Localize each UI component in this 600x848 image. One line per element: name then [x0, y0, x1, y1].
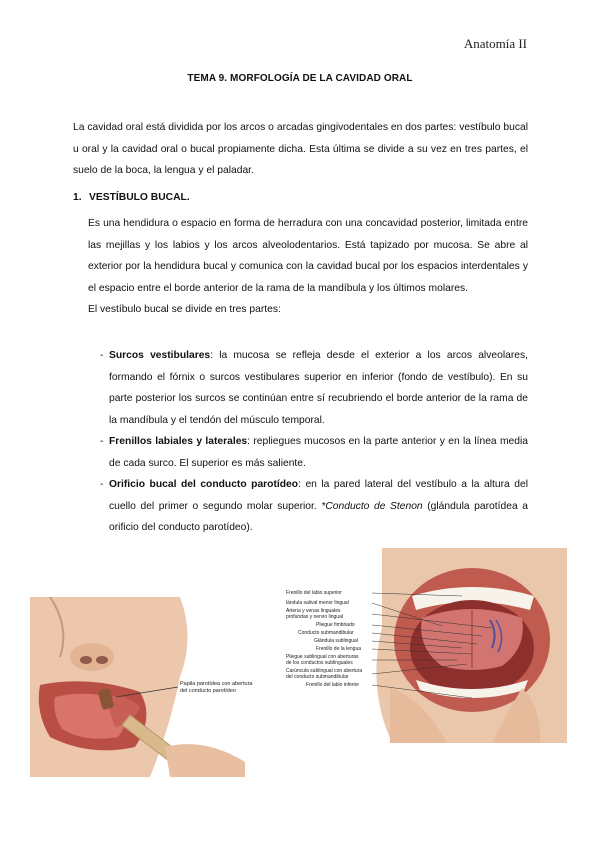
list-item-term: Orificio bucal del conducto parotídeo	[109, 479, 299, 490]
figure-right-label: Frenillo de la lengua	[316, 646, 362, 652]
figure-right-label: Glándula sublingual	[314, 638, 358, 644]
list-item-text: : en la pared lateral del vestíbulo a la altura del cuello del primer o segundo molar superior.	[109, 479, 529, 512]
list-item: - Frenillos labiales y laterales: repliegues mucosos en la parte anterior y en la línea media de cada surco. El superior es más saliente.	[100, 436, 529, 469]
figure-left-illustration	[30, 597, 290, 777]
course-header: Anatomía II	[463, 36, 527, 51]
list-item: - Surcos vestibulares: la mucosa se refleja desde el exterior a los arcos alveolares, formando el fórnix o surcos vestibulares superior en inferior (fondo de vestíbulo). En su parte posterior los surcos se continúan entre sí recubriendo el borde anterior de la rama de la mandíbula y el tendón del músculo temporal.	[100, 350, 528, 426]
section-title: VESTÍBULO BUCAL.	[89, 192, 190, 203]
page-title: TEMA 9. MORFOLOGÍA DE LA CAVIDAD ORAL	[187, 73, 413, 84]
figure-right-label: Pliegue sublingual con aberturas	[286, 654, 359, 660]
figure-right-label: lándula salival menor lingual	[286, 600, 349, 606]
list-item-text: : repliegues mucosos en la parte anterior y en la línea media de cada surco. El superior es más saliente.	[109, 436, 529, 469]
section-body	[88, 213, 528, 321]
section-number: 1.	[73, 192, 82, 203]
list-item: - Orificio bucal del conducto parotídeo: en la pared lateral del vestíbulo a la altura del cuello del primer o segundo molar superior. *Conducto de Stenon (glándula parotídea a orificio del conducto parotídeo).	[100, 479, 529, 533]
parts-list	[100, 345, 528, 539]
list-item-italic: *Conducto de Stenon	[321, 500, 423, 512]
intro-paragraph: La cavidad oral está dividida por los arcos o arcadas gingivodentales en dos partes: vestíbulo bucal u oral y la cavidad oral o bucal propiamente dicha. Esta última se divide a su vez en tres partes, el suelo de la boca, la lengua y el paladar.	[73, 122, 528, 176]
figure-right-label: Frenillo del labio superior	[286, 590, 342, 596]
figure-right-label: Pliegue fimbriado	[316, 622, 355, 628]
figure-right-label: Arteria y venas linguales	[286, 608, 341, 614]
list-item-term: Frenillos labiales y laterales	[109, 436, 248, 447]
list-item-tail: (glándula parotídea a orificio del conducto parotídeo).	[109, 500, 528, 533]
figure-right-label: profundas y nervio lingual	[286, 614, 343, 620]
section-paragraph-1: Es una hendidura o espacio en forma de herradura con una concavidad posterior, limitada entre las mejillas y los labios y los arcos alveolodentarios. Está tapizado por mucosa. Se abre al exterior por la hendidura bucal y comunica con la cavidad bucal por los espacios interdentales y el espacio entre el borde anterior de la rama de la mandíbula y los últimos molares.	[88, 218, 528, 294]
figure-parotid-papilla	[30, 597, 290, 777]
figure-right-label: del conducto submandibular	[286, 674, 349, 680]
figure-right-label: Frenillo del labio inferior	[306, 682, 360, 688]
figure-oral-floor	[272, 548, 567, 743]
figure-right-label: Conducto submandibular	[298, 630, 354, 636]
list-item-text: : la mucosa se refleja desde el exterior a los arcos alveolares, formando el fórnix o surcos vestibulares superior en inferior (fondo de vestíbulo). En su parte posterior los surcos se continúan entre sí recubriendo el borde anterior de la rama de la mandíbula y el tendón del músculo temporal.	[109, 350, 528, 426]
section-heading	[73, 192, 190, 203]
section-paragraph-2: El vestíbulo bucal se divide en tres partes:	[88, 304, 281, 315]
figure-right-illustration	[272, 548, 567, 743]
figure-right-label: de los conductos sublinguales	[286, 660, 353, 666]
list-item-term: Surcos vestibulares	[109, 350, 211, 361]
figure-right-label: Carúncula sublingual con abertura	[286, 668, 363, 674]
figure-left-label: Papila parotídea con abertura	[180, 681, 253, 687]
figure-left-label: del conducto parotídeo	[180, 688, 236, 694]
